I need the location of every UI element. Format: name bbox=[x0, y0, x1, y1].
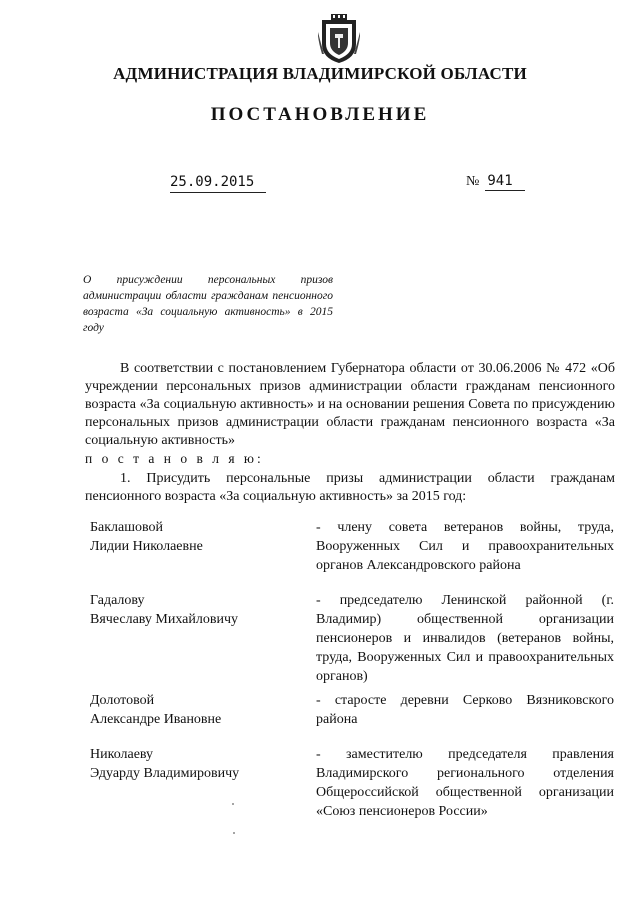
awardee-surname: Долотовой bbox=[90, 693, 155, 708]
document-number bbox=[466, 173, 525, 191]
awardee-description: - председателю Ленинской районной (г. Владимир) общественной организации пенсионеров и инвалидов (ветеранов войны, труда, Вооруженных Сил и правоохранительных органов) bbox=[316, 593, 614, 684]
awardee-given-names: Вячеславу Михайловичу bbox=[90, 612, 239, 627]
awardee-name bbox=[90, 518, 290, 556]
awardee-name bbox=[90, 745, 290, 783]
document-date: 25.09.2015 bbox=[170, 174, 266, 193]
coat-of-arms-icon bbox=[318, 14, 360, 64]
decision-paragraph: 1. Присудить персональные призы администрации области гражданам пенсионного возраста «За социальную активность» за 2015 год: bbox=[85, 471, 615, 504]
number-sign: № bbox=[466, 174, 480, 189]
preamble-paragraph: В соответствии с постановлением Губернатора области от 30.06.2006 № 472 «Об учреждении персональных призов администрации области гражданам пенсионного возраста «За социальную активность» и на основании решения Совета по присуждению персональных призов администрации области гражданам пенсионного возраста «За социальную активность» bbox=[85, 361, 615, 448]
document-subject: О присуждении персональных призов администрации области гражданам пенсионного возраста «За социальную активность» в 2015 году bbox=[83, 274, 333, 334]
awardee-given-names: Эдуарду Владимировичу bbox=[90, 766, 240, 781]
awardee-name bbox=[90, 591, 290, 629]
awardee-given-names: Лидии Николаевне bbox=[90, 539, 203, 554]
awardee-surname: Николаеву bbox=[90, 747, 154, 762]
decree-word: п о с т а н о в л я ю: bbox=[85, 451, 264, 466]
awardee-description: - старосте деревни Серково Вязниковского района bbox=[316, 693, 614, 727]
awardee-surname: Баклашовой bbox=[90, 520, 164, 535]
scan-speck bbox=[233, 832, 235, 834]
awardee-given-names: Александре Ивановне bbox=[90, 712, 222, 727]
awardee-surname: Гадалову bbox=[90, 593, 145, 608]
scan-speck bbox=[232, 803, 234, 805]
awardee-description: - члену совета ветеранов войны, труда, Вооруженных Сил и правоохранительных органов Александровского района bbox=[316, 520, 614, 573]
awardee-description: - заместителю председателя правления Владимирского регионального отделения Общероссийской общественной организации «Союз пенсионеров России» bbox=[316, 747, 614, 819]
organization-title: АДМИНИСТРАЦИЯ ВЛАДИМИРСКОЙ ОБЛАСТИ bbox=[113, 64, 527, 83]
number-value: 941 bbox=[485, 173, 525, 191]
awardee-name bbox=[90, 691, 290, 729]
document-type-title: ПОСТАНОВЛЕНИЕ bbox=[210, 104, 430, 125]
